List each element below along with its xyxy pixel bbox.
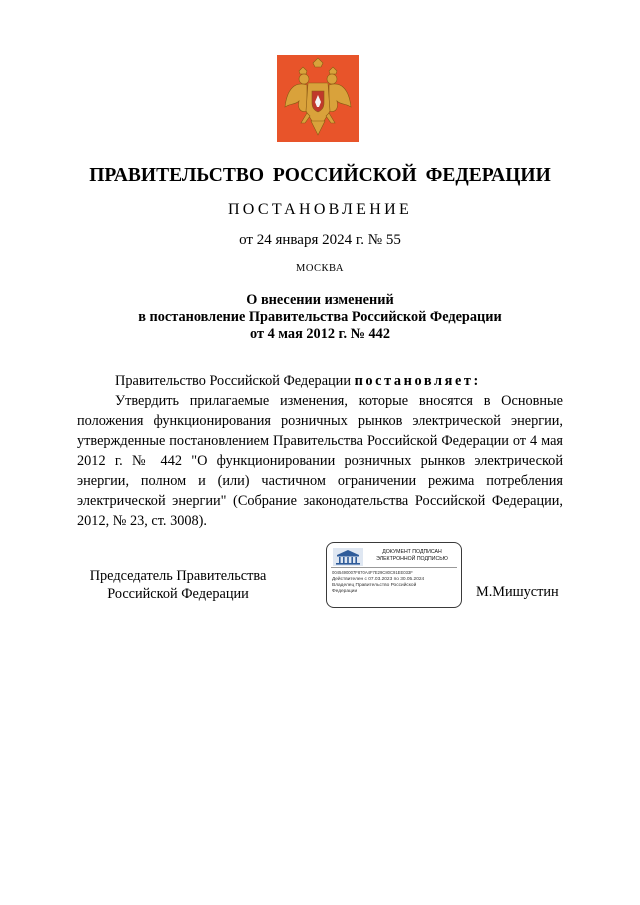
electronic-signature-stamp bbox=[326, 542, 462, 608]
subject-line-1: О внесении изменений bbox=[246, 292, 394, 308]
certificate-owner-line-1: Владелец Правительство Российской bbox=[332, 583, 417, 588]
signatory-position bbox=[62, 567, 294, 603]
resolution-paragraph bbox=[77, 371, 563, 391]
document-type: ПОСТАНОВЛЕНИЕ bbox=[227, 201, 413, 218]
document-body bbox=[77, 371, 563, 531]
subject-line-2: в постановление Правительства Российской Федерации bbox=[138, 309, 502, 325]
document-city: МОСКВА bbox=[296, 263, 344, 274]
government-building-icon bbox=[333, 548, 363, 566]
double-headed-eagle-icon bbox=[277, 55, 359, 142]
coat-of-arms-emblem bbox=[277, 55, 359, 142]
stamp-title-line-2: ЭЛЕКТРОННОЙ ПОДПИСЬЮ bbox=[376, 555, 448, 562]
subject-line-3: от 4 мая 2012 г. № 442 bbox=[250, 326, 390, 342]
stamp-title bbox=[365, 549, 459, 562]
document-subject bbox=[0, 292, 640, 343]
certificate-validity: Действителен с 07.03.2023 по 30.05.2024 bbox=[332, 577, 425, 582]
signatory-position-line-1: Председатель Правительства bbox=[89, 568, 267, 584]
signatory-name: М.Мишустин bbox=[476, 584, 559, 600]
resolution-intro: Правительство Российской Федерации bbox=[115, 373, 355, 389]
signatory-position-line-2: Российской Федерации bbox=[107, 586, 249, 602]
government-title: ПРАВИТЕЛЬСТВО РОССИЙСКОЙ ФЕДЕРАЦИИ bbox=[89, 165, 551, 186]
stamp-divider bbox=[331, 567, 457, 568]
stamp-title-line-1: ДОКУМЕНТ ПОДПИСАН bbox=[382, 549, 442, 555]
document-date-number: от 24 января 2024 г. № 55 bbox=[239, 232, 401, 248]
approval-paragraph: Утвердить прилагаемые изменения, которые вносятся в Основные положения функционирования розничных рынков электрической энергии, утвержденные постановлением Правительства Российской Федерации от 4 мая 2012 г. № 442 "О функционировании розничных рынков электрической энергии, полном и (или) частичном ограничении режима потребления электрической энергии" (Собрание законодательства Российской Федерации, 2012, № 23, ст. 3008). bbox=[77, 393, 563, 529]
certificate-serial: 0045490007F870A4F7E29C80C91EE033F bbox=[332, 570, 413, 575]
certificate-owner-line-2: Федерации bbox=[332, 588, 358, 594]
resolves-word: постановляет: bbox=[354, 373, 481, 389]
